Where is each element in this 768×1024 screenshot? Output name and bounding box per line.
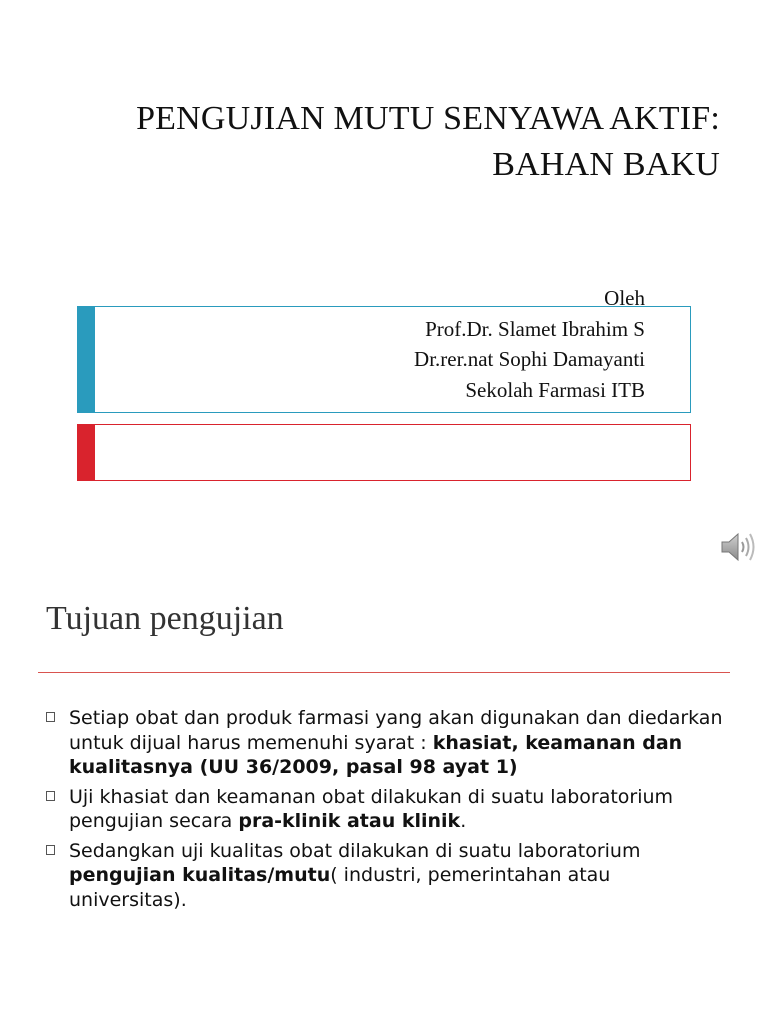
red-box [77, 424, 691, 481]
bullet-bold-text: pra-klinik atau klinik [238, 810, 461, 832]
title-divider [38, 672, 730, 673]
author-line-institution: Sekolah Farmasi ITB [465, 377, 645, 402]
author-block [414, 283, 645, 405]
slide-title-line-1: PENGUJIAN MUTU SENYAWA AKTIF: [136, 100, 720, 137]
bullet-bold-text: pengujian kualitas/mutu [69, 864, 331, 886]
bullet-text: Setiap obat dan produk farmasi yang akan digunakan dan diedarkan untuk dijual harus memenuhi syarat : [69, 707, 723, 754]
bullet-bold-text: khasiat, keamanan dan kualitasnya (UU 36/2009, pasal 98 ayat 1) [69, 731, 683, 778]
slide-title [136, 96, 720, 188]
list-item [46, 706, 726, 780]
list-item [46, 839, 726, 913]
author-accent-bar [77, 306, 95, 413]
author-line-oleh: Oleh [604, 286, 645, 310]
bullet-text-after: ( industri, pemerintahan atau universitas). [69, 864, 611, 911]
author-line-1: Prof.Dr. Slamet Ibrahim S [425, 316, 645, 341]
red-accent-bar [77, 424, 95, 481]
slide-title-line-2: BAHAN BAKU [492, 146, 720, 183]
bullet-text: Uji khasiat dan keamanan obat dilakukan di suatu laboratorium pengujian secara [69, 785, 674, 832]
bullet-square-icon [46, 791, 55, 801]
author-line-2: Dr.rer.nat Sophi Damayanti [414, 347, 645, 371]
bullet-square-icon [46, 712, 55, 722]
list-item [46, 785, 726, 834]
bullet-list [46, 706, 726, 917]
bullet-text-after: . [460, 810, 467, 832]
bullet-text: Sedangkan uji kualitas obat dilakukan di suatu laboratorium [69, 839, 641, 862]
section-title: Tujuan pengujian [46, 600, 284, 637]
speaker-icon[interactable] [720, 530, 756, 564]
bullet-square-icon [46, 845, 55, 855]
content-slide [0, 576, 768, 1024]
